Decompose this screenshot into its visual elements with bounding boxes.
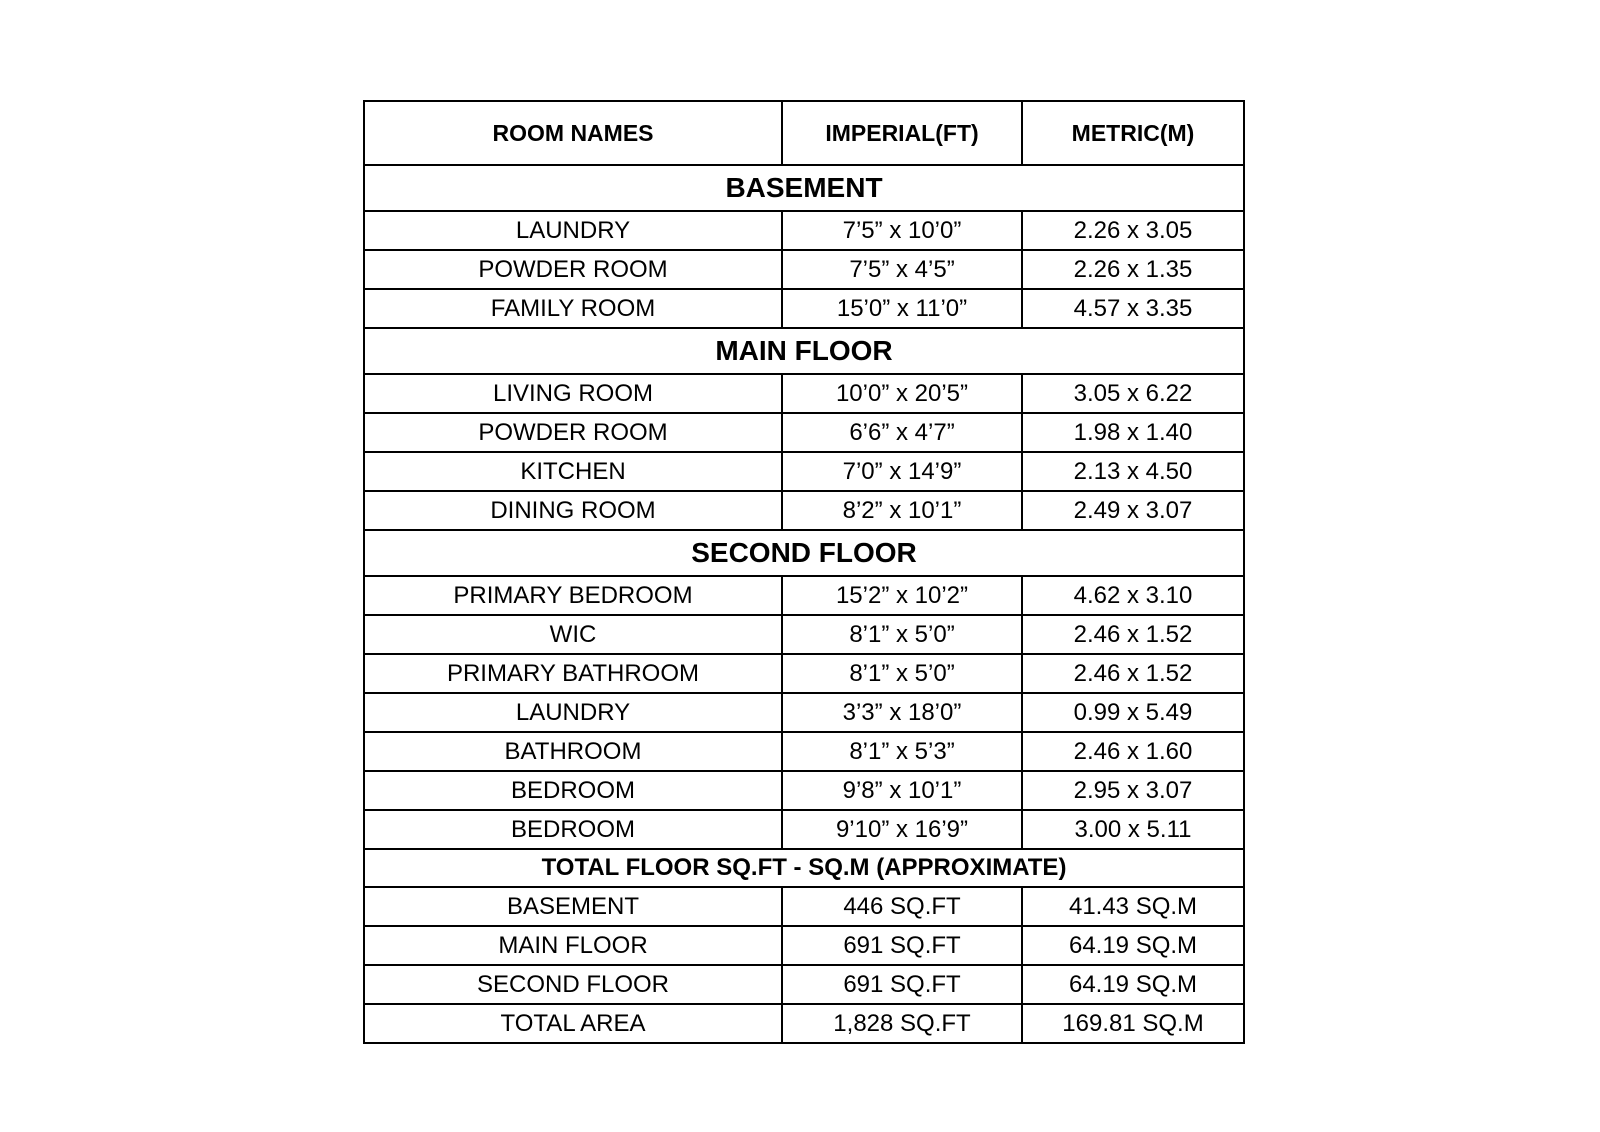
imperial-dimension: 8’2” x 10’1” [782, 491, 1022, 530]
area-sqft: 691 SQ.FT [782, 965, 1022, 1004]
table-row [364, 211, 1244, 250]
imperial-dimension: 10’0” x 20’5” [782, 374, 1022, 413]
imperial-dimension: 8’1” x 5’0” [782, 615, 1022, 654]
metric-dimension: 2.13 x 4.50 [1022, 452, 1244, 491]
room-name: DINING ROOM [364, 491, 782, 530]
room-dimensions-table [363, 100, 1245, 1044]
total-area-sqm: 169.81 SQ.M [1022, 1004, 1244, 1043]
table-row [364, 289, 1244, 328]
floor-name: BASEMENT [364, 887, 782, 926]
imperial-dimension: 7’5” x 10’0” [782, 211, 1022, 250]
table-header-row [364, 101, 1244, 165]
area-sqm: 41.43 SQ.M [1022, 887, 1244, 926]
room-name: LAUNDRY [364, 211, 782, 250]
room-name: POWDER ROOM [364, 413, 782, 452]
metric-dimension: 4.62 x 3.10 [1022, 576, 1244, 615]
room-name: KITCHEN [364, 452, 782, 491]
metric-dimension: 2.46 x 1.60 [1022, 732, 1244, 771]
table-row [364, 452, 1244, 491]
area-sqft: 446 SQ.FT [782, 887, 1022, 926]
floor-name: MAIN FLOOR [364, 926, 782, 965]
room-name: POWDER ROOM [364, 250, 782, 289]
imperial-dimension: 8’1” x 5’0” [782, 654, 1022, 693]
table-row [364, 693, 1244, 732]
section-header-main-floor [364, 328, 1244, 374]
table-row [364, 576, 1244, 615]
room-name: LAUNDRY [364, 693, 782, 732]
metric-dimension: 2.46 x 1.52 [1022, 654, 1244, 693]
table-row [364, 615, 1244, 654]
section-title: SECOND FLOOR [364, 530, 1244, 576]
section-title: MAIN FLOOR [364, 328, 1244, 374]
room-name: BEDROOM [364, 810, 782, 849]
table-row [364, 1004, 1244, 1043]
area-sqm: 64.19 SQ.M [1022, 965, 1244, 1004]
area-sqft: 691 SQ.FT [782, 926, 1022, 965]
metric-dimension: 2.49 x 3.07 [1022, 491, 1244, 530]
room-name: PRIMARY BEDROOM [364, 576, 782, 615]
room-name: PRIMARY BATHROOM [364, 654, 782, 693]
table-row [364, 771, 1244, 810]
section-title: TOTAL FLOOR SQ.FT - SQ.M (APPROXIMATE) [364, 849, 1244, 887]
imperial-dimension: 6’6” x 4’7” [782, 413, 1022, 452]
table-row [364, 965, 1244, 1004]
section-header-basement [364, 165, 1244, 211]
metric-dimension: 1.98 x 1.40 [1022, 413, 1244, 452]
room-dimensions-sheet [363, 100, 1243, 1044]
column-header-room-names: ROOM NAMES [364, 101, 782, 165]
column-header-imperial: IMPERIAL(FT) [782, 101, 1022, 165]
imperial-dimension: 15’0” x 11’0” [782, 289, 1022, 328]
table-row [364, 810, 1244, 849]
section-header-second-floor [364, 530, 1244, 576]
table-row [364, 887, 1244, 926]
metric-dimension: 3.00 x 5.11 [1022, 810, 1244, 849]
total-area-label: TOTAL AREA [364, 1004, 782, 1043]
imperial-dimension: 8’1” x 5’3” [782, 732, 1022, 771]
table-row [364, 732, 1244, 771]
metric-dimension: 0.99 x 5.49 [1022, 693, 1244, 732]
room-name: FAMILY ROOM [364, 289, 782, 328]
total-area-sqft: 1,828 SQ.FT [782, 1004, 1022, 1043]
section-header-totals [364, 849, 1244, 887]
room-name: BATHROOM [364, 732, 782, 771]
table-row [364, 250, 1244, 289]
imperial-dimension: 7’0” x 14’9” [782, 452, 1022, 491]
imperial-dimension: 9’8” x 10’1” [782, 771, 1022, 810]
imperial-dimension: 9’10” x 16’9” [782, 810, 1022, 849]
table-row [364, 491, 1244, 530]
table-row [364, 413, 1244, 452]
table-row [364, 654, 1244, 693]
metric-dimension: 2.26 x 3.05 [1022, 211, 1244, 250]
imperial-dimension: 3’3” x 18’0” [782, 693, 1022, 732]
metric-dimension: 2.46 x 1.52 [1022, 615, 1244, 654]
column-header-metric: METRIC(M) [1022, 101, 1244, 165]
metric-dimension: 2.26 x 1.35 [1022, 250, 1244, 289]
floor-name: SECOND FLOOR [364, 965, 782, 1004]
area-sqm: 64.19 SQ.M [1022, 926, 1244, 965]
imperial-dimension: 15’2” x 10’2” [782, 576, 1022, 615]
room-name: WIC [364, 615, 782, 654]
room-name: BEDROOM [364, 771, 782, 810]
metric-dimension: 4.57 x 3.35 [1022, 289, 1244, 328]
table-row [364, 374, 1244, 413]
metric-dimension: 2.95 x 3.07 [1022, 771, 1244, 810]
section-title: BASEMENT [364, 165, 1244, 211]
imperial-dimension: 7’5” x 4’5” [782, 250, 1022, 289]
metric-dimension: 3.05 x 6.22 [1022, 374, 1244, 413]
table-row [364, 926, 1244, 965]
room-name: LIVING ROOM [364, 374, 782, 413]
